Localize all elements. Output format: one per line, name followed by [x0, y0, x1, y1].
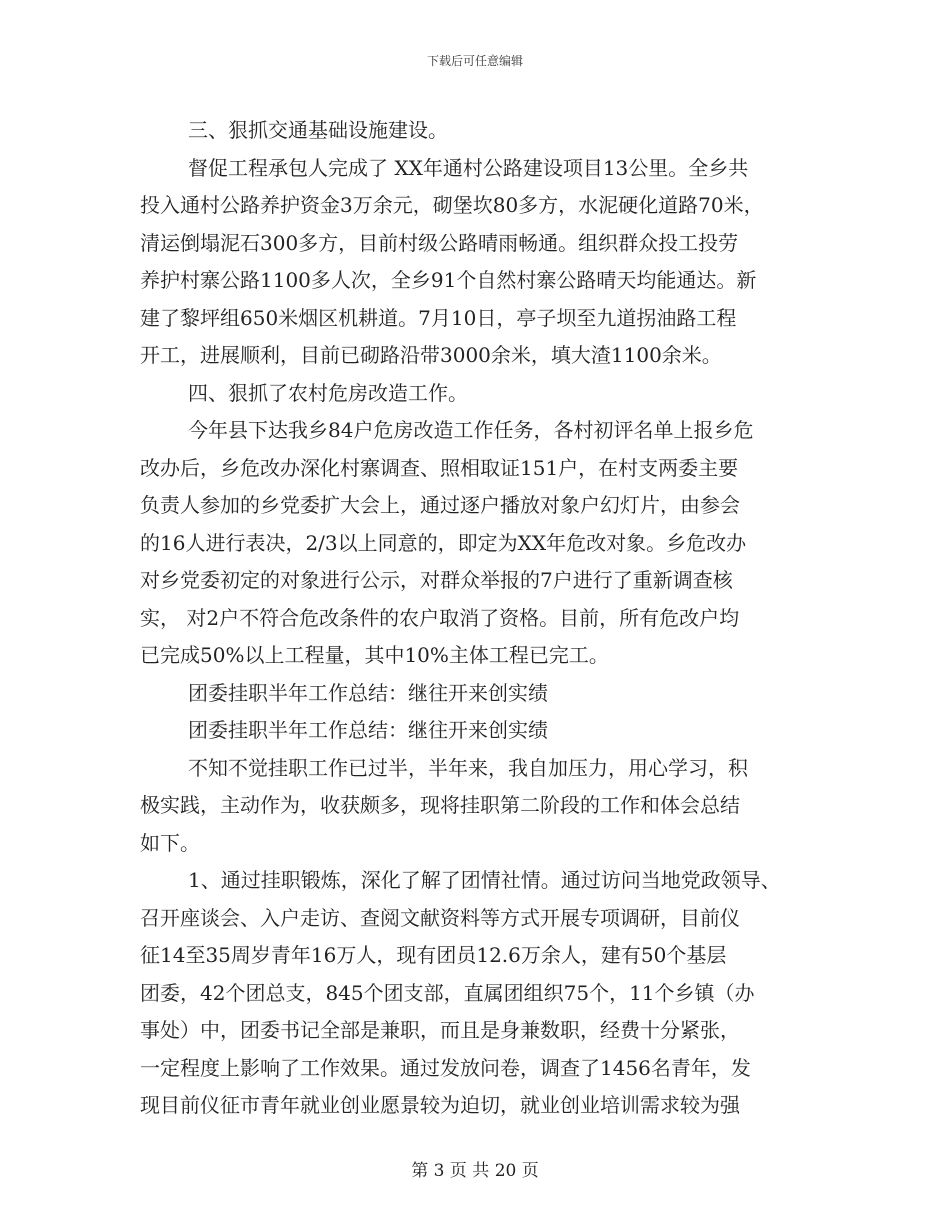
text-line: 的16人进行表决，2/3以上同意的，即定为XX年危改对象。乡危改办	[140, 530, 747, 555]
text-line: 督促工程承包人完成了 XX年通村公路建设项目13公里。全乡共	[188, 155, 749, 180]
text-line: 事处）中，团委书记全部是兼职，而且是身兼数职，经费十分紧张，	[140, 1018, 740, 1042]
text-line: 现目前仪征市青年就业创业愿景较为迫切，就业创业培训需求较为强	[140, 1093, 740, 1117]
text-line: 不知不觉挂职工作已过半，半年来，我自加压力，用心学习，积	[188, 755, 748, 780]
text-line: 清运倒塌泥石300多方，目前村级公路晴雨畅通。组织群众投工投劳	[140, 230, 739, 255]
text-line: 已完成50%以上工程量，其中10%主体工程已完工。	[140, 643, 609, 667]
text-line: 实， 对2户不符合危改条件的农户取消了资格。目前，所有危改户均	[140, 605, 740, 630]
text-line: 四、狠抓了农村危房改造工作。	[188, 380, 468, 405]
text-line: 如下。	[140, 830, 200, 855]
text-line: 征14至35周岁青年16万人，现有团员12.6万余人，建有50个基层	[140, 943, 727, 967]
text-line: 一定程度上影响了工作效果。通过发放问卷，调查了1456名青年，发	[140, 1055, 751, 1080]
text-line: 今年县下达我乡84户危房改造工作任务，各村初评名单上报乡危	[188, 418, 754, 442]
page-header: 下载后可任意编辑	[426, 54, 523, 68]
page-footer: 第 3 页 共 20 页	[411, 1161, 539, 1181]
text-line: 三、狠抓交通基础设施建设。	[188, 118, 448, 142]
text-line: 召开座谈会、入户走访、查阅文献资料等方式开展专项调研，目前仪	[140, 905, 740, 930]
text-line: 改办后，乡危改办深化村寨调查、照相取证151户，在村支两委主要	[140, 455, 739, 480]
text-line: 养护村寨公路1100多人次，全乡91个自然村寨公路晴天均能通达。新	[140, 268, 757, 292]
text-line: 团委，42个团总支，845个团支部，直属团组织75个，11个乡镇（办	[140, 980, 755, 1005]
text-line: 1、通过挂职锻炼，深化了解了团情社情。通过访问当地党政领导、	[188, 868, 781, 892]
text-line: 团委挂职半年工作总结：继往开来创实绩	[188, 680, 548, 705]
text-line: 投入通村公路养护资金3万余元，砌堡坎80多方，水泥硬化道路70米，	[140, 193, 764, 217]
text-line: 负责人参加的乡党委扩大会上，通过逐户播放对象户幻灯片，由参会	[140, 493, 740, 517]
document-body	[140, 112, 820, 1125]
text-line: 对乡党委初定的对象进行公示，对群众举报的7户进行了重新调查核	[140, 568, 733, 592]
text-line: 建了黎坪组650米烟区机耕道。7月10日，亭子坝至九道拐油路工程	[140, 305, 737, 330]
text-line: 团委挂职半年工作总结：继往开来创实绩	[188, 718, 548, 742]
text-line: 极实践，主动作为，收获颇多，现将挂职第二阶段的工作和体会总结	[140, 793, 740, 817]
text-line: 开工，进展顺利，目前已砌路沿带3000余米，填大渣1100余米。	[140, 343, 722, 367]
